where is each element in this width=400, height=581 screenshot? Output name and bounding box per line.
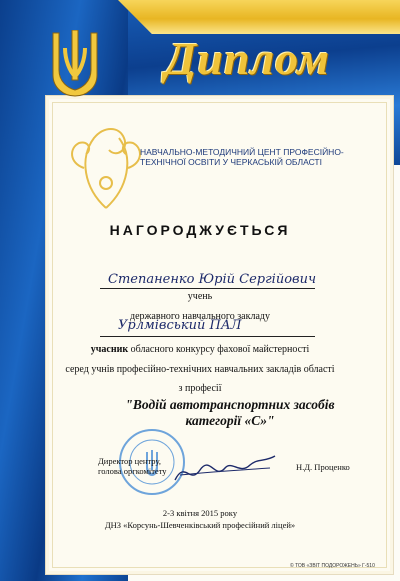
director-label-2: голова оргкомітету <box>98 466 167 476</box>
award-date: 2-3 квітня 2015 року <box>162 508 238 518</box>
among-line: серед учнів професійно-технічних навчальних закладів області <box>65 364 335 375</box>
gold-ribbon <box>118 0 400 34</box>
venue: ДНЗ «Корсунь-Шевченківський професійний ліцей» <box>104 520 296 530</box>
participant-line <box>0 344 400 355</box>
recipient-name: Степаненко Юрій Сергійович <box>108 272 317 287</box>
diploma-title: Диплом <box>165 33 330 84</box>
director-label: Директор центру, <box>98 456 161 466</box>
organization-name: НАВЧАЛЬНО-МЕТОДИЧНИЙ ЦЕНТ ПРОФЕСІЙНО-ТЕХНІЧНОЇ ОСВІТИ У ЧЕРКАСЬКІЙ ОБЛАСТІ <box>140 147 344 167</box>
student-label: учень <box>187 291 213 302</box>
institution-name: Урлмівський ПАЛ <box>118 318 242 333</box>
printer-note: © ТОВ «ЗВІТ ПОДОРОЖЕНЬ» Г-510 <box>290 563 375 569</box>
recipient-underline <box>100 288 315 289</box>
participant-bold: учасник <box>90 344 129 355</box>
profession-label: з професії <box>178 383 222 394</box>
institution-underline <box>100 336 315 337</box>
profession-line-1: "Водій автотранспортних засобів <box>125 397 335 412</box>
trident-emblem-icon <box>50 30 100 98</box>
participant-rest: обласного конкурсу фахової майстерності <box>130 344 310 355</box>
director-signature-icon <box>170 450 280 490</box>
director-name: Н.Д. Проценко <box>296 462 350 472</box>
awarded-heading: НАГОРОДЖУЄТЬСЯ <box>109 222 291 238</box>
profession-line-2: категорії «С»" <box>185 413 275 428</box>
institution-label: державного навчального закладу <box>129 311 270 322</box>
gold-ornament-icon <box>64 88 149 218</box>
